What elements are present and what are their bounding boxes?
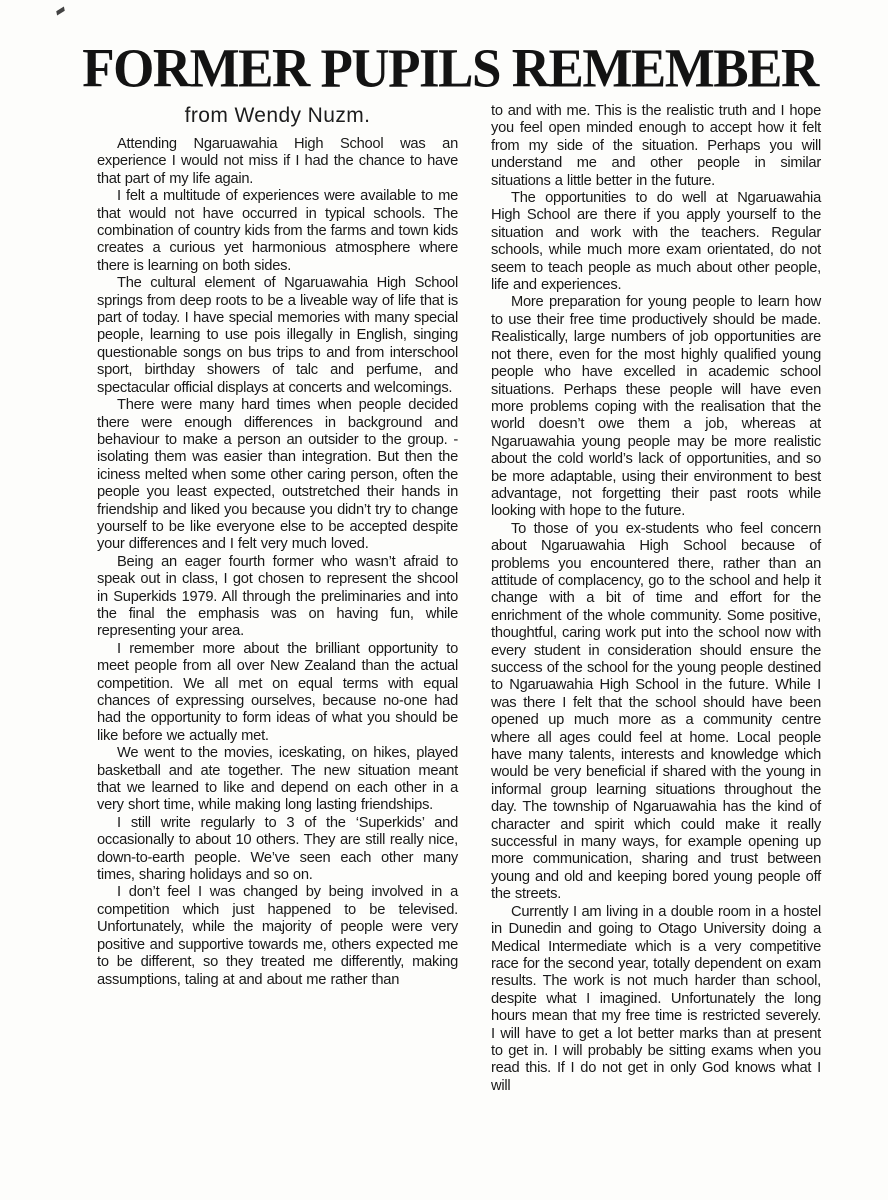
paragraph: There were many hard times when people decided there were enough differences in background and behaviour to make a person an outsider to the group. - isolating them was easier than integration. But then the iciness melted when some other caring person, often the people you least expected, outstretched their hands in friendship and liked you because you didn’t try to change yourself to be like everyone else to be accepted despite your differences and I felt very much loved. — [97, 397, 458, 553]
paragraph: More preparation for young people to learn how to use their free time productively should be made. Realistically, large numbers of job opportunities are not there, even for the most highly qualified young people who have excelled in academic school situations. Perhaps these people will have even more problems coping with the realisation that the world doesn’t owe them a job, whereas at Ngaruawahia young people may be more realistic about the cold world’s lack of opportunities, and so be more adaptable, using their environment to best advantage, not forgetting their past roots while looking with hope to the future. — [491, 294, 821, 520]
paragraph: Attending Ngaruawahia High School was an experience I would not miss if I had the chance to have that part of my life again. — [97, 136, 458, 187]
paragraph: I remember more about the brilliant opportunity to meet people from all over New Zealand than the actual competition. We all met on equal terms with equal chances of expressing ourselves, because no-one had had the opportunity to form ideas of what you should be like before we actually met. — [97, 640, 458, 744]
article-title: FORMER PUPILS REMEMBER — [82, 38, 818, 99]
paragraph: The opportunities to do well at Ngaruawahia High School are there if you apply yourself to the situation and work with the teachers. Regular schools, while much more exam orientated, do not seem to teach people as much about other people, life and experiences. — [491, 190, 821, 294]
paragraph: I still write regularly to 3 of the ‘Superkids’ and occasionally to about 10 others. They are still really nice, down-to-earth people. We’ve seen each other many times, sharing holidays and so on. — [97, 814, 458, 884]
paragraph: We went to the movies, iceskating, on hikes, played basketball and ate together. The new situation meant that we learned to like and depend on each other in a very short time, while making long lasting friendships. — [97, 745, 458, 814]
paragraph: The cultural element of Ngaruawahia High School springs from deep roots to be a liveable way of life that is part of today. I have special memories with many special people, learning to use pois illegally in English, singing questionable songs on bus trips to and from interschool sport, birthday showers of talc and perfume, and spectacular official displays at concerts and welcomings. — [97, 275, 458, 396]
column-left — [97, 102, 458, 1095]
paragraph: Currently I am living in a double room in a hostel in Dunedin and going to Otago University doing a Medical Intermediate which is a very competitive race for the second year, totally dependent on exam results. The work is not much harder than school, despite what I imagined. Unfortunately the long hours mean that my free time is restricted severely. I will have to get a lot better marks than at present to get in. I will probably be sitting exams when you read this. If I do not get in only God knows what I will — [491, 903, 821, 1094]
byline: from Wendy Nuzm. — [184, 104, 371, 127]
article-columns — [0, 100, 888, 1095]
paragraph: I felt a multitude of experiences were available to me that would not have occurred in typical schools. The combination of country kids from the farms and town kids creates a curious yet harmonious atmosphere where there is learning on both sides. — [97, 188, 458, 274]
left-paragraphs — [97, 136, 458, 989]
paragraph: to and with me. This is the realistic truth and I hope you feel open minded enough to accept how it felt from my side of the situation. Perhaps you will understand me and other people in similar situations a little better in the future. — [491, 103, 821, 189]
right-paragraphs — [491, 103, 821, 1095]
paragraph: I don’t feel I was changed by being involved in a competition which just happened to be televised. Unfortunately, while the majority of people were very positive and supportive towards me, others expected me to be different, so they treated me differently, making assumptions, taling at and about me rather than — [97, 884, 458, 988]
column-right — [491, 102, 821, 1095]
paragraph: Being an eager fourth former who wasn’t afraid to speak out in class, I got chosen to represent the shcool in Superkids 1979. All through the preliminaries and into the final the emphasis was on having fun, while representing your area. — [97, 553, 458, 640]
paragraph: To those of you ex-students who feel concern about Ngaruawahia High School because of problems you encountered there, rather than an attitude of complacency, go to the school and help it change with a bit of time and effort for the enrichment of the whole community. Some positive, thoughtful, caring work put into the school now with every student in consideration should ensure the success of the school for the young people destined to Ngaruawahia High School in the future. While I was there I felt that the school should have been opened up much more as a community centre where all ages could feel at home. Local people have many talents, interests and knowledge which would be very beneficial if shared with the young in informal group learning situations throughout the day. The township of Ngaruawahia has the kind of character and spirit which could make it really successful in many ways, for example opening up more communication, sharing and trust between young and old and keeping bored young people off the streets. — [491, 520, 821, 903]
